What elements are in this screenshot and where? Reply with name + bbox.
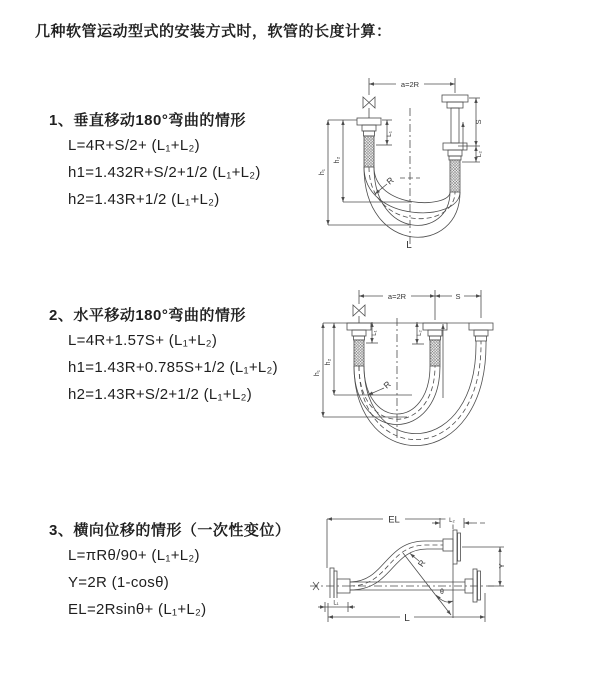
section-1-heading: 1、垂直移动180°弯曲的情形 [49, 112, 246, 129]
radius-label: R [415, 557, 428, 569]
dim-label-s: S [455, 292, 461, 301]
dim-label-el: EL [388, 514, 400, 526]
dim-label-s: S [474, 119, 483, 125]
section-1-formula-l: L=4R+S/2+ (L₁+L₂) [68, 137, 200, 154]
radius-label: R [384, 174, 396, 187]
section-3-formula-el: EL=2Rsinθ+ (L₁+L₂) [68, 601, 207, 618]
dim-label-span: a=2R [387, 292, 407, 301]
section-2-formula-h2: h2=1.43R+S/2+1/2 (L₁+L₂) [68, 386, 253, 403]
section-3-heading: 3、横向位移的情形（一次性变位） [49, 522, 291, 539]
braid-hose-left [364, 136, 374, 167]
drawing-lines [321, 290, 493, 446]
section-2-formula-h1: h1=1.43R+0.785S+1/2 (L₁+L₂) [68, 359, 278, 376]
section-2-formula-l: L=4R+1.57S+ (L₁+L₂) [68, 332, 218, 349]
dim-label-span: a=2R [400, 80, 420, 89]
page-title: 几种软管运动型式的安装方式时，软管的长度计算： [35, 23, 392, 40]
diagram-horizontal-180-bend [312, 278, 597, 463]
braid-hose-middle [430, 340, 440, 366]
dim-label-h2: h₂ [325, 358, 332, 366]
theta-label: θ [440, 589, 444, 596]
dim-label-h1: h₁ [314, 369, 321, 377]
length-label: L [404, 613, 410, 624]
section-2-heading: 2、水平移动180°弯曲的情形 [49, 307, 246, 324]
dim-label-l1: L₁ [386, 131, 393, 137]
section-3-formula-y: Y=2R (1-cosθ) [68, 574, 170, 591]
radius-label: R [381, 378, 393, 391]
dim-label-y: Y [497, 563, 506, 569]
dim-label-h2: h₂ [334, 156, 341, 164]
section-1-formula-h2: h2=1.43R+1/2 (L₁+L₂) [68, 191, 220, 208]
diagram-vertical-180-bend [312, 68, 594, 260]
braid-hose-left [354, 340, 364, 366]
section-3-formula-l: L=πRθ/90+ (L₁+L₂) [68, 547, 200, 564]
drawing-lines [310, 514, 504, 622]
diagram-lateral-displacement [305, 505, 600, 655]
dim-label-l2: L₂ [449, 518, 455, 524]
length-label: L [406, 240, 412, 251]
dim-label-l2: L₂ [417, 330, 423, 336]
dim-label-l2: L₂ [476, 150, 483, 158]
braid-hose-right [450, 160, 460, 192]
dim-label-l1: L₁ [333, 600, 339, 607]
dim-label-l1: L₁ [372, 330, 378, 336]
dim-label-h1: h₁ [319, 168, 326, 176]
section-1-formula-h1: h1=1.432R+S/2+1/2 (L₁+L₂) [68, 164, 261, 181]
